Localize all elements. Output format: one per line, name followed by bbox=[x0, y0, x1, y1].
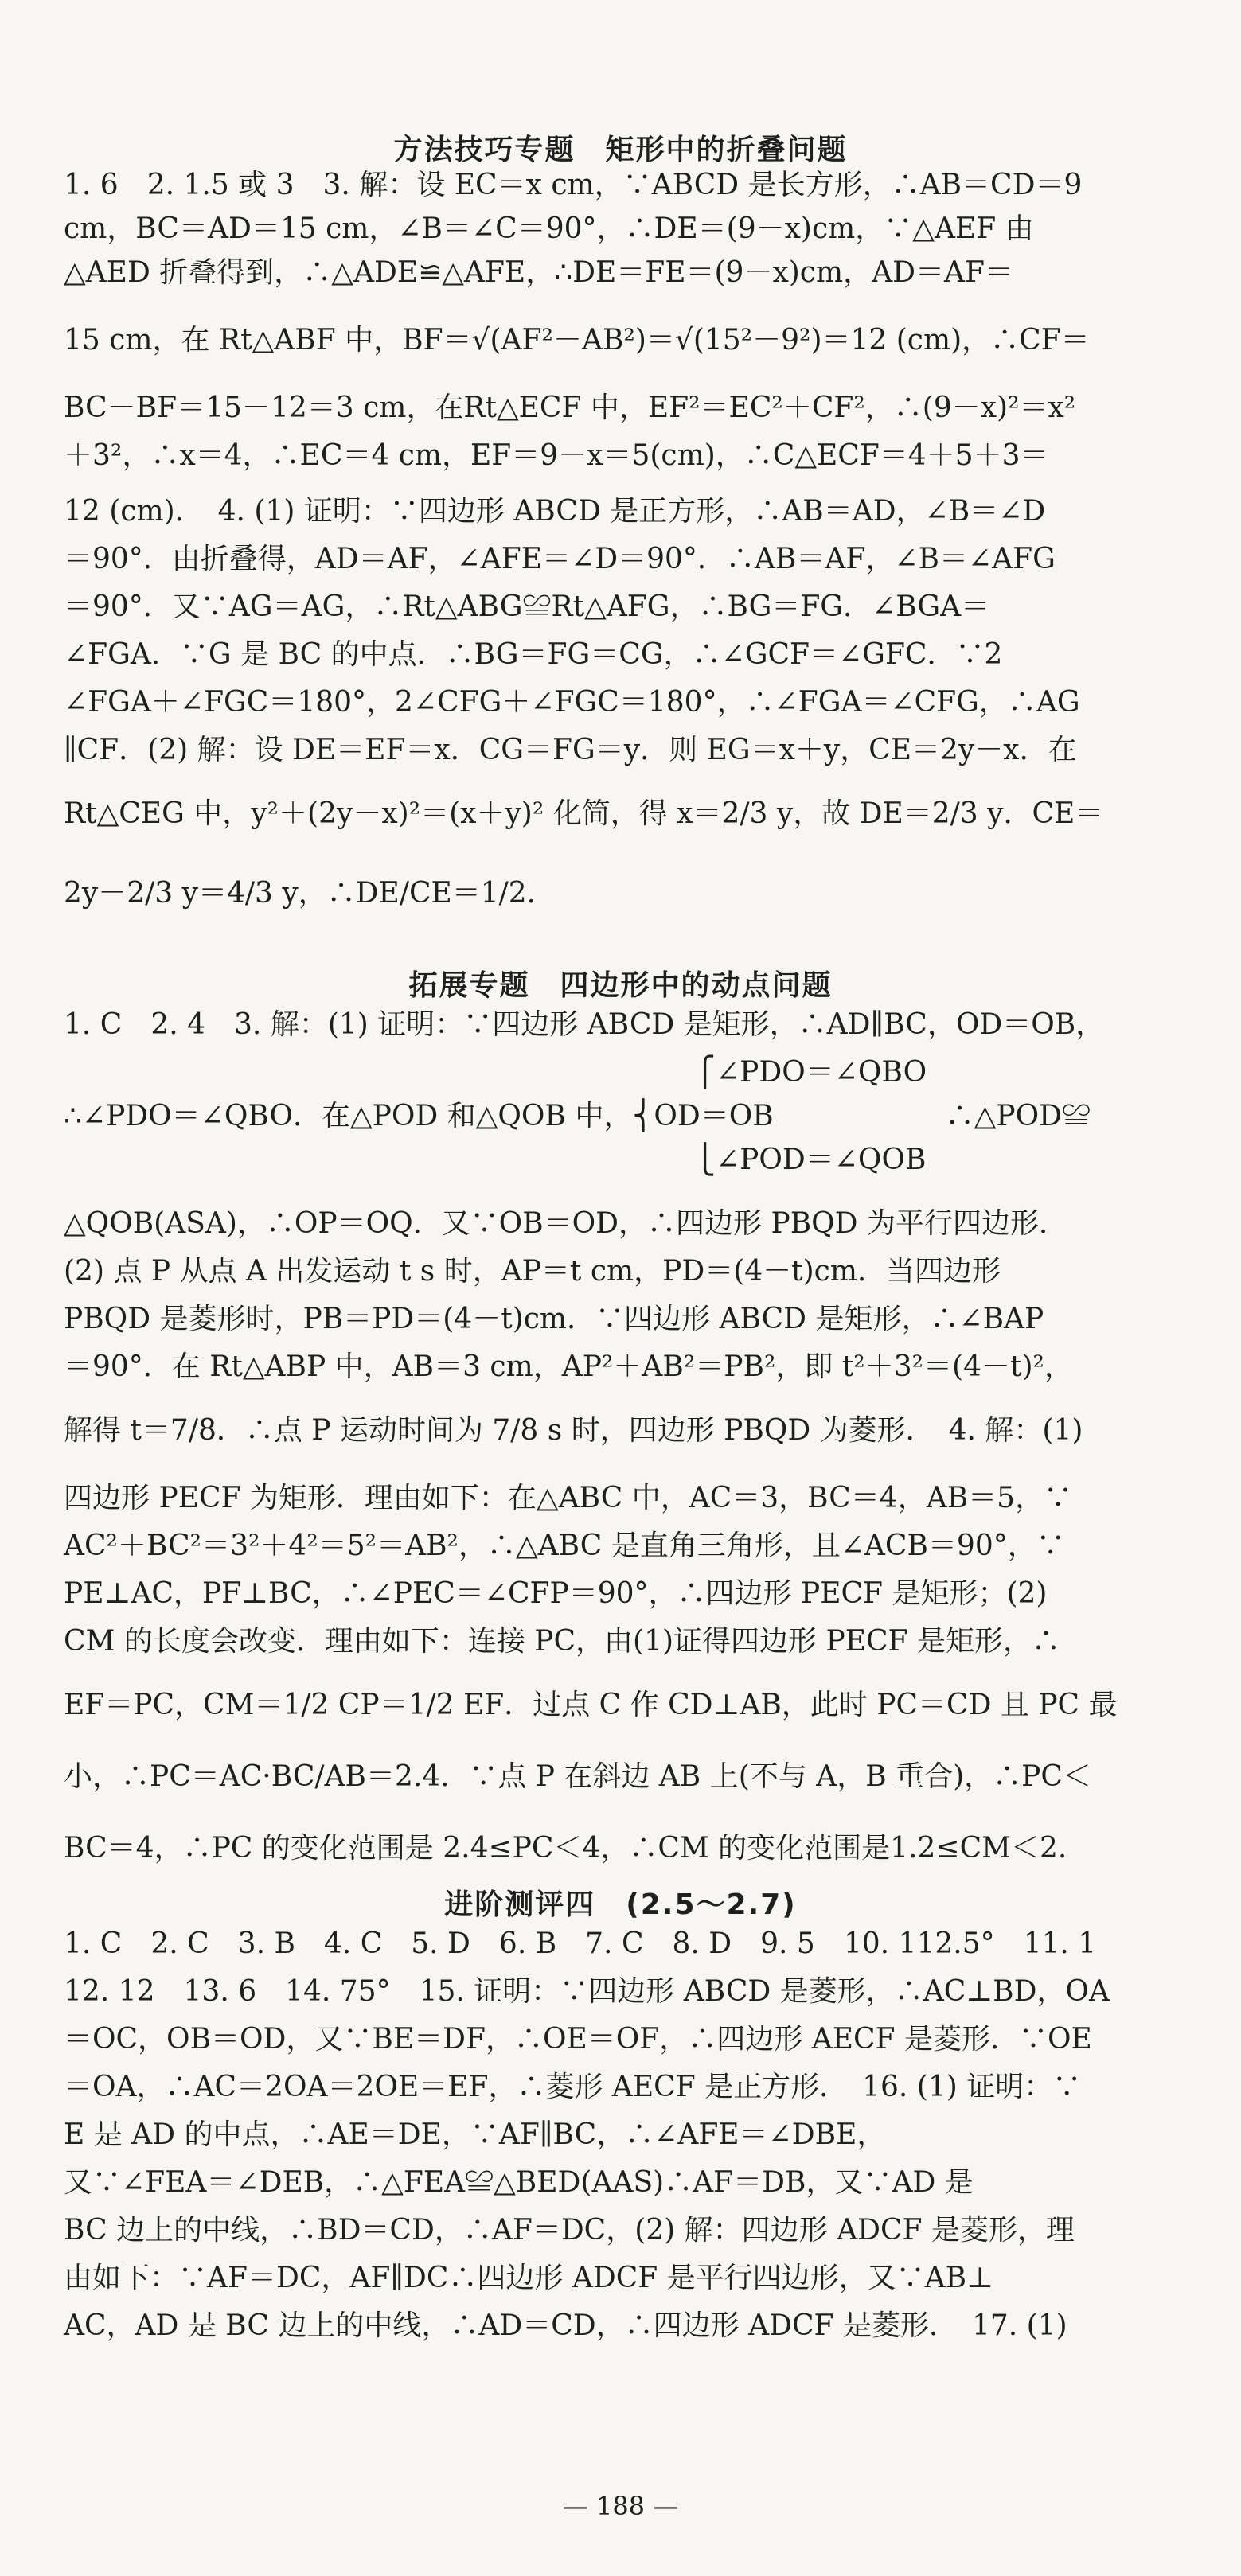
text-line: cm，BC＝AD＝15 cm，∠B＝∠C＝90°，∴DE＝(9－x)cm，∵△AEF 由 bbox=[64, 212, 1034, 245]
text-line: PBQD 是菱形时，PB＝PD＝(4－t)cm．∵四边形 ABCD 是矩形，∴∠BAP bbox=[64, 1303, 1044, 1335]
text-line: △AED 折叠得到，∴△ADE≌△AFE，∴DE＝FE＝(9－x)cm，AD＝AF＝ bbox=[64, 256, 1013, 289]
text-line: 小，∴PC＝AC·BC/AB＝2.4．∵点 P 在斜边 AB 上(不与 A，B 重合)，∴PC＜ bbox=[64, 1760, 1091, 1793]
text-line: ∠FGA．∵G 是 BC 的中点．∴BG＝FG＝CG，∴∠GCF＝∠GFC．∵2 bbox=[64, 638, 1003, 671]
text-line: 15 cm，在 Rt△ABF 中，BF＝√(AF²－AB²)＝√(15²－9²)＝12 (cm)，∴CF＝ bbox=[64, 324, 1090, 357]
text-line: ∥CF．(2) 解：设 DE＝EF＝x．CG＝FG＝y．则 EG＝x＋y，CE＝2y－x．在 bbox=[64, 734, 1077, 766]
text-line: 由如下：∵AF＝DC，AF∥DC∴四边形 ADCF 是平行四边形，又∵AB⊥ bbox=[64, 2262, 993, 2294]
text-line: 四边形 PECF 为矩形．理由如下：在△ABC 中，AC＝3，BC＝4，AB＝5，∵ bbox=[64, 1482, 1073, 1514]
text-line: 12 (cm)． 4. (1) 证明：∵四边形 ABCD 是正方形，∴AB＝AD，∠B＝∠D bbox=[64, 495, 1046, 528]
text-line: AC，AD 是 BC 边上的中线，∴AD＝CD，∴四边形 ADCF 是菱形． 17. (1) bbox=[64, 2309, 1067, 2342]
text-line: (2) 点 P 从点 A 出发运动 t s 时，AP＝t cm，PD＝(4－t)cm．当四边形 bbox=[64, 1255, 1001, 1288]
text-line: ＝90°．由折叠得，AD＝AF，∠AFE＝∠D＝90°．∴AB＝AF，∠B＝∠AFG bbox=[64, 543, 1056, 575]
text-line: BC－BF＝15－12＝3 cm，在Rt△ECF 中，EF²＝EC²＋CF²，∴(9－x)²＝x² bbox=[64, 392, 1076, 424]
section-title-assessment: 进阶测评四 (2.5～2.7) bbox=[444, 1888, 797, 1921]
page-number: — 188 — bbox=[562, 2491, 679, 2521]
text-line: ∠FGA＋∠FGC＝180°，2∠CFG＋∠FGC＝180°，∴∠FGA＝∠CFG，∴AG bbox=[64, 686, 1080, 719]
text-line: ＋3²，∴x＝4，∴EC＝4 cm，EF＝9－x＝5(cm)，∴C△ECF＝4＋5＋3＝ bbox=[64, 439, 1049, 472]
text-line: 1. 6 2. 1.5 或 3 3. 解：设 EC＝x cm，∵ABCD 是长方形，∴AB＝CD＝9 bbox=[64, 169, 1083, 201]
text-line: EF＝PC，CM＝1/2 CP＝1/2 EF．过点 C 作 CD⊥AB，此时 PC＝CD 且 PC 最 bbox=[64, 1689, 1118, 1721]
text-line: 12. 12 13. 6 14. 75° 15. 证明：∵四边形 ABCD 是菱形，∴AC⊥BD，OA bbox=[64, 1975, 1110, 2008]
text-line: 2y－2/3 y＝4/3 y，∴DE/CE＝1/2． bbox=[64, 877, 556, 910]
text-line: BC 边上的中线，∴BD＝CD，∴AF＝DC，(2) 解：四边形 ADCF 是菱形，理 bbox=[64, 2214, 1075, 2247]
text-line: AC²＋BC²＝3²＋4²＝5²＝AB²，∴△ABC 是直角三角形，且∠ACB＝90°，∵ bbox=[64, 1530, 1065, 1562]
text-line: CM 的长度会改变．理由如下：连接 PC，由(1)证得四边形 PECF 是矩形，∴ bbox=[64, 1625, 1060, 1658]
text-line: 1. C 2. C 3. B 4. C 5. D 6. B 7. C 8. D 9. 5 10. 112.5° 11. 1 bbox=[64, 1927, 1097, 1960]
text-line: PE⊥AC，PF⊥BC，∴∠PEC＝∠CFP＝90°，∴四边形 PECF 是矩形；(2) bbox=[64, 1577, 1048, 1610]
section-title-moving-point: 拓展专题 四边形中的动点问题 bbox=[408, 969, 833, 1002]
text-line: ＝90°．在 Rt△ABP 中，AB＝3 cm，AP²＋AB²＝PB²，即 t²＋3²＝(4－t)²， bbox=[64, 1350, 1073, 1383]
text-line: ＝OC，OB＝OD，又∵BE＝DF，∴OE＝OF，∴四边形 AECF 是菱形．∵OE bbox=[64, 2023, 1092, 2056]
text-line: ＝OA，∴AC＝2OA＝2OE＝EF，∴菱形 AECF 是正方形． 16. (1) 证明：∵ bbox=[64, 2071, 1082, 2103]
text-line: △QOB(ASA)，∴OP＝OQ．又∵OB＝OD，∴四边形 PBQD 为平行四边形． bbox=[64, 1207, 1067, 1240]
section-title-folding: 方法技巧专题 矩形中的折叠问题 bbox=[393, 134, 848, 166]
text-line: Rt△CEG 中，y²＋(2y－x)²＝(x＋y)² 化简，得 x＝2/3 y，故 DE＝2/3 y．CE＝ bbox=[64, 797, 1104, 830]
text-line: E 是 AD 的中点，∴AE＝DE，∵AF∥BC，∴∠AFE＝∠DBE， bbox=[64, 2118, 886, 2151]
text-line: 又∵∠FEA＝∠DEB，∴△FEA≌△BED(AAS)∴AF＝DB，又∵AD 是 bbox=[64, 2166, 974, 2199]
text-line: BC＝4，∴PC 的变化范围是 2.4≤PC＜4，∴CM 的变化范围是1.2≤CM＜2. bbox=[64, 1832, 1067, 1865]
text-line: 解得 t＝7/8．∴点 P 运动时间为 7/8 s 时，四边形 PBQD 为菱形． 4. 解：(1) bbox=[64, 1414, 1083, 1447]
text-line: 1. C 2. 4 3. 解：(1) 证明：∵四边形 ABCD 是矩形，∴AD∥BC，OD＝OB， bbox=[64, 1008, 1105, 1041]
text-line: ＝90°．又∵AG＝AG，∴Rt△ABG≌Rt△AFG，∴BG＝FG．∠BGA＝ bbox=[64, 590, 990, 623]
brace-line: ⎩∠POD＝∠QOB bbox=[64, 1144, 927, 1176]
brace-line: ⎧∠PDO＝∠QBO bbox=[64, 1056, 927, 1089]
text-line: ∴∠PDO＝∠QBO．在△POD 和△QOB 中，⎨OD＝OB ∴△POD≌ bbox=[64, 1100, 1091, 1132]
